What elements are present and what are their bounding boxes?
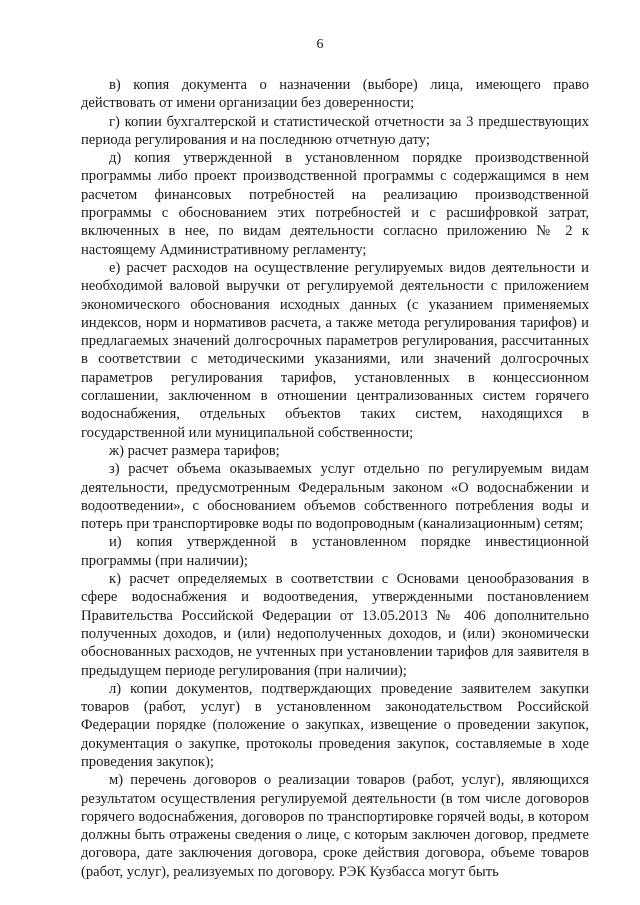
page-number: 6 [316, 37, 324, 52]
paragraph-z: з) расчет объема оказываемых услуг отдельно по регулируемым видам деятельности, предусмотренным Федеральным законом «О водоснабжении и водоотведении», с обоснованием объемов собственного потребления воды и потерь при транспортировке воды по водопроводным (канализационным) сетям; [81, 461, 589, 533]
paragraph-e: е) расчет расходов на осуществление регулируемых видов деятельности и необходимой валовой выручки от регулируемой деятельности с приложением экономического обоснования исходных данных (с указанием применяемых индексов, норм и нормативов расчета, а также метода регулирования тарифов) и предлагаемых значений долгосрочных параметров регулирования, рассчитанных в соответствии с методическими указаниями, или значений долгосрочных параметров регулирования тарифов, установленных в концессионном соглашении, заключенном в отношении централизованных систем горячего водоснабжения, отдельных объектов таких систем, находящихся в государственной или муниципальной собственности; [81, 259, 589, 441]
document-body [81, 76, 589, 881]
paragraph-i: и) копия утвержденной в установленном порядке инвестиционной программы (при наличии); [81, 534, 589, 569]
paragraph-l: л) копии документов, подтверждающих проведение заявителем закупки товаров (работ, услуг) в установленном законодательством Российской Федерации порядке (положение о закупках, извещение о проведении закупок, документация о закупке, протоколы проведения закупок, составляемые в ходе проведения закупок); [81, 680, 589, 770]
paragraph-k: к) расчет определяемых в соответствии с Основами ценообразования в сфере водоснабжения и водоотведения, утвержденными постановлением Правительства Российской Федерации от 13.05.2013 № 406 дополнительно полученных доходов, и (или) недополученных доходов, и (или) экономически обоснованных расходов, не учтенных при установлении тарифов для заявителя в предыдущем периоде регулирования (при наличии); [81, 571, 589, 679]
paragraph-v: в) копия документа о назначении (выборе) лица, имеющего право действовать от имени организации без доверенности; [81, 77, 589, 112]
paragraph-g: г) копии бухгалтерской и статистической отчетности за 3 предшествующих периода регулирования и на последнюю отчетную дату; [81, 113, 589, 148]
paragraph-zh: ж) расчет размера тарифов; [109, 442, 280, 459]
paragraph-d: д) копия утвержденной в установленном порядке производственной программы либо проект производственной программы с содержащимся в нем расчетом финансовых потребностей на реализацию производственной программы с обоснованием этих потребностей и с расшифровкой затрат, включенных в нее, по видам деятельности согласно приложению № 2 к настоящему Административному регламенту; [81, 150, 589, 258]
paragraph-m: м) перечень договоров о реализации товаров (работ, услуг), являющихся результатом осуществления регулируемой деятельности (в том числе договоров горячего водоснабжения, договоров по транспортировке горячей воды, в котором должны быть отражены сведения о лице, с которым заключен договор, предмете договора, дате заключения договора, сроке действия договора, объеме товаров (работ, услуг), реализуемых по договору. РЭК Кузбасса могут быть [81, 772, 589, 880]
